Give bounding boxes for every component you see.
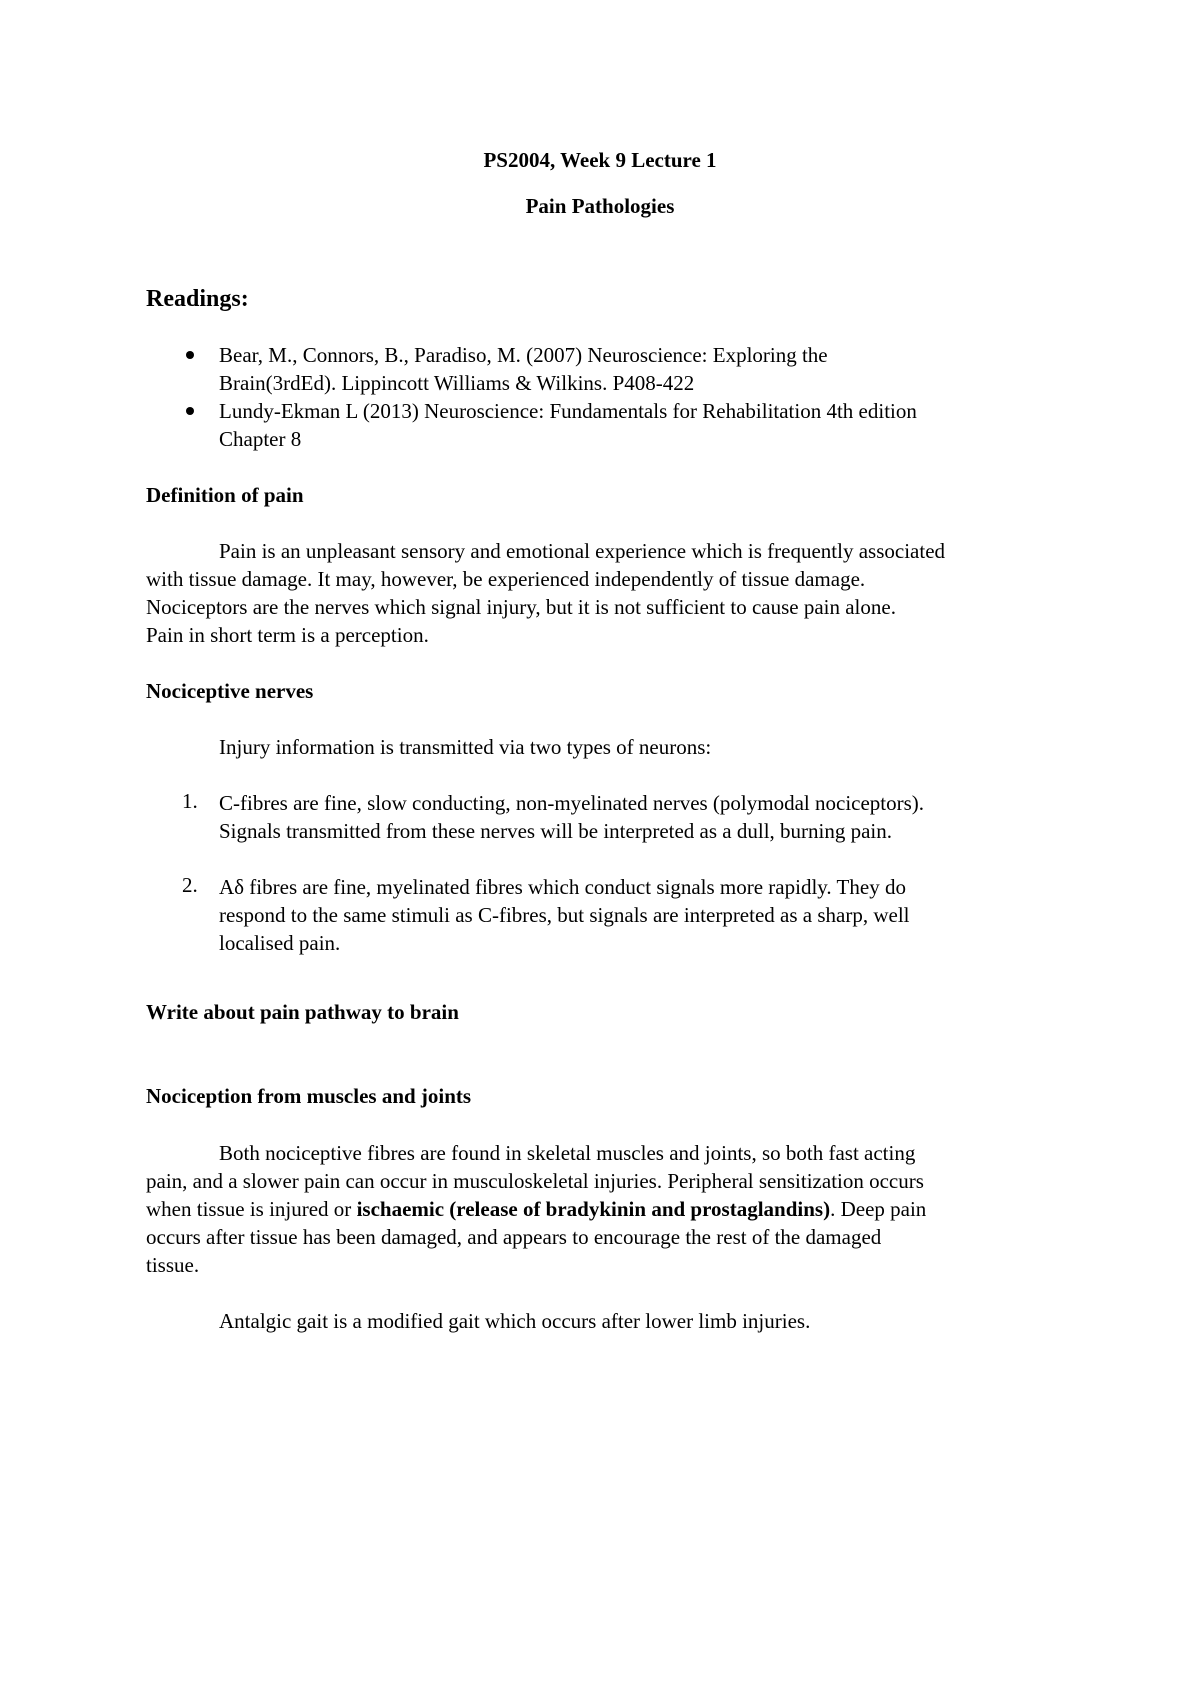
neuron-type-1-line-1: C-fibres are fine, slow conducting, non-myelinated nerves (polymodal nociceptors).	[219, 791, 925, 815]
definition-line-3: Nociceptors are the nerves which signal injury, but it is not sufficient to cause pain alone.	[146, 595, 896, 619]
muscles-heading: Nociception from muscles and joints	[146, 1084, 472, 1108]
muscles-line-4: occurs after tissue has been damaged, and appears to encourage the rest of the damaged	[146, 1225, 882, 1249]
muscles-line-3-end: . Deep pain	[830, 1197, 927, 1221]
list-number: 1.	[182, 789, 198, 813]
neuron-type-2-line-2: respond to the same stimuli as C-fibres, but signals are interpreted as a sharp, well	[219, 903, 910, 927]
muscles-line-3-start: when tissue is injured or	[146, 1197, 357, 1221]
nociceptive-heading: Nociceptive nerves	[146, 679, 314, 703]
document-title: PS2004, Week 9 Lecture 1	[483, 148, 717, 172]
reading-item-2-line-2: Chapter 8	[219, 427, 302, 451]
definition-line-4: Pain in short term is a perception.	[146, 623, 429, 647]
definition-line-2: with tissue damage. It may, however, be experienced independently of tissue damage.	[146, 567, 866, 591]
muscles-line-5: tissue.	[146, 1253, 200, 1277]
reading-item-1-line-2: Brain(3rdEd). Lippincott Williams & Wilkins. P408-422	[219, 371, 695, 395]
document-subtitle: Pain Pathologies	[525, 194, 675, 218]
definition-line-1: Pain is an unpleasant sensory and emotional experience which is frequently associated	[219, 539, 946, 563]
neuron-type-1-line-2: Signals transmitted from these nerves will be interpreted as a dull, burning pain.	[219, 819, 893, 843]
bullet-icon	[186, 351, 194, 359]
reading-item-2-line-1: Lundy-Ekman L (2013) Neuroscience: Fundamentals for Rehabilitation 4th edition	[219, 399, 917, 423]
ischaemic-emphasis: ischaemic (release of bradykinin and prostaglandins)	[356, 1197, 831, 1221]
muscles-line-3	[146, 1195, 926, 1223]
bullet-icon	[186, 407, 194, 415]
nociceptive-intro: Injury information is transmitted via two types of neurons:	[219, 735, 712, 759]
reading-item-1-line-1: Bear, M., Connors, B., Paradiso, M. (2007) Neuroscience: Exploring the	[219, 343, 828, 367]
pathway-heading: Write about pain pathway to brain	[146, 1000, 459, 1024]
neuron-type-2-line-3: localised pain.	[219, 931, 341, 955]
readings-heading: Readings:	[146, 286, 249, 312]
muscles-line-1: Both nociceptive fibres are found in skeletal muscles and joints, so both fast acting	[219, 1141, 916, 1165]
definition-heading: Definition of pain	[146, 483, 304, 507]
list-number: 2.	[182, 873, 198, 897]
muscles-line-2: pain, and a slower pain can occur in musculoskeletal injuries. Peripheral sensitization occurs	[146, 1169, 924, 1193]
antalgic-line: Antalgic gait is a modified gait which occurs after lower limb injuries.	[219, 1309, 811, 1333]
neuron-type-2-line-1: Aδ fibres are fine, myelinated fibres which conduct signals more rapidly. They do	[219, 875, 906, 899]
